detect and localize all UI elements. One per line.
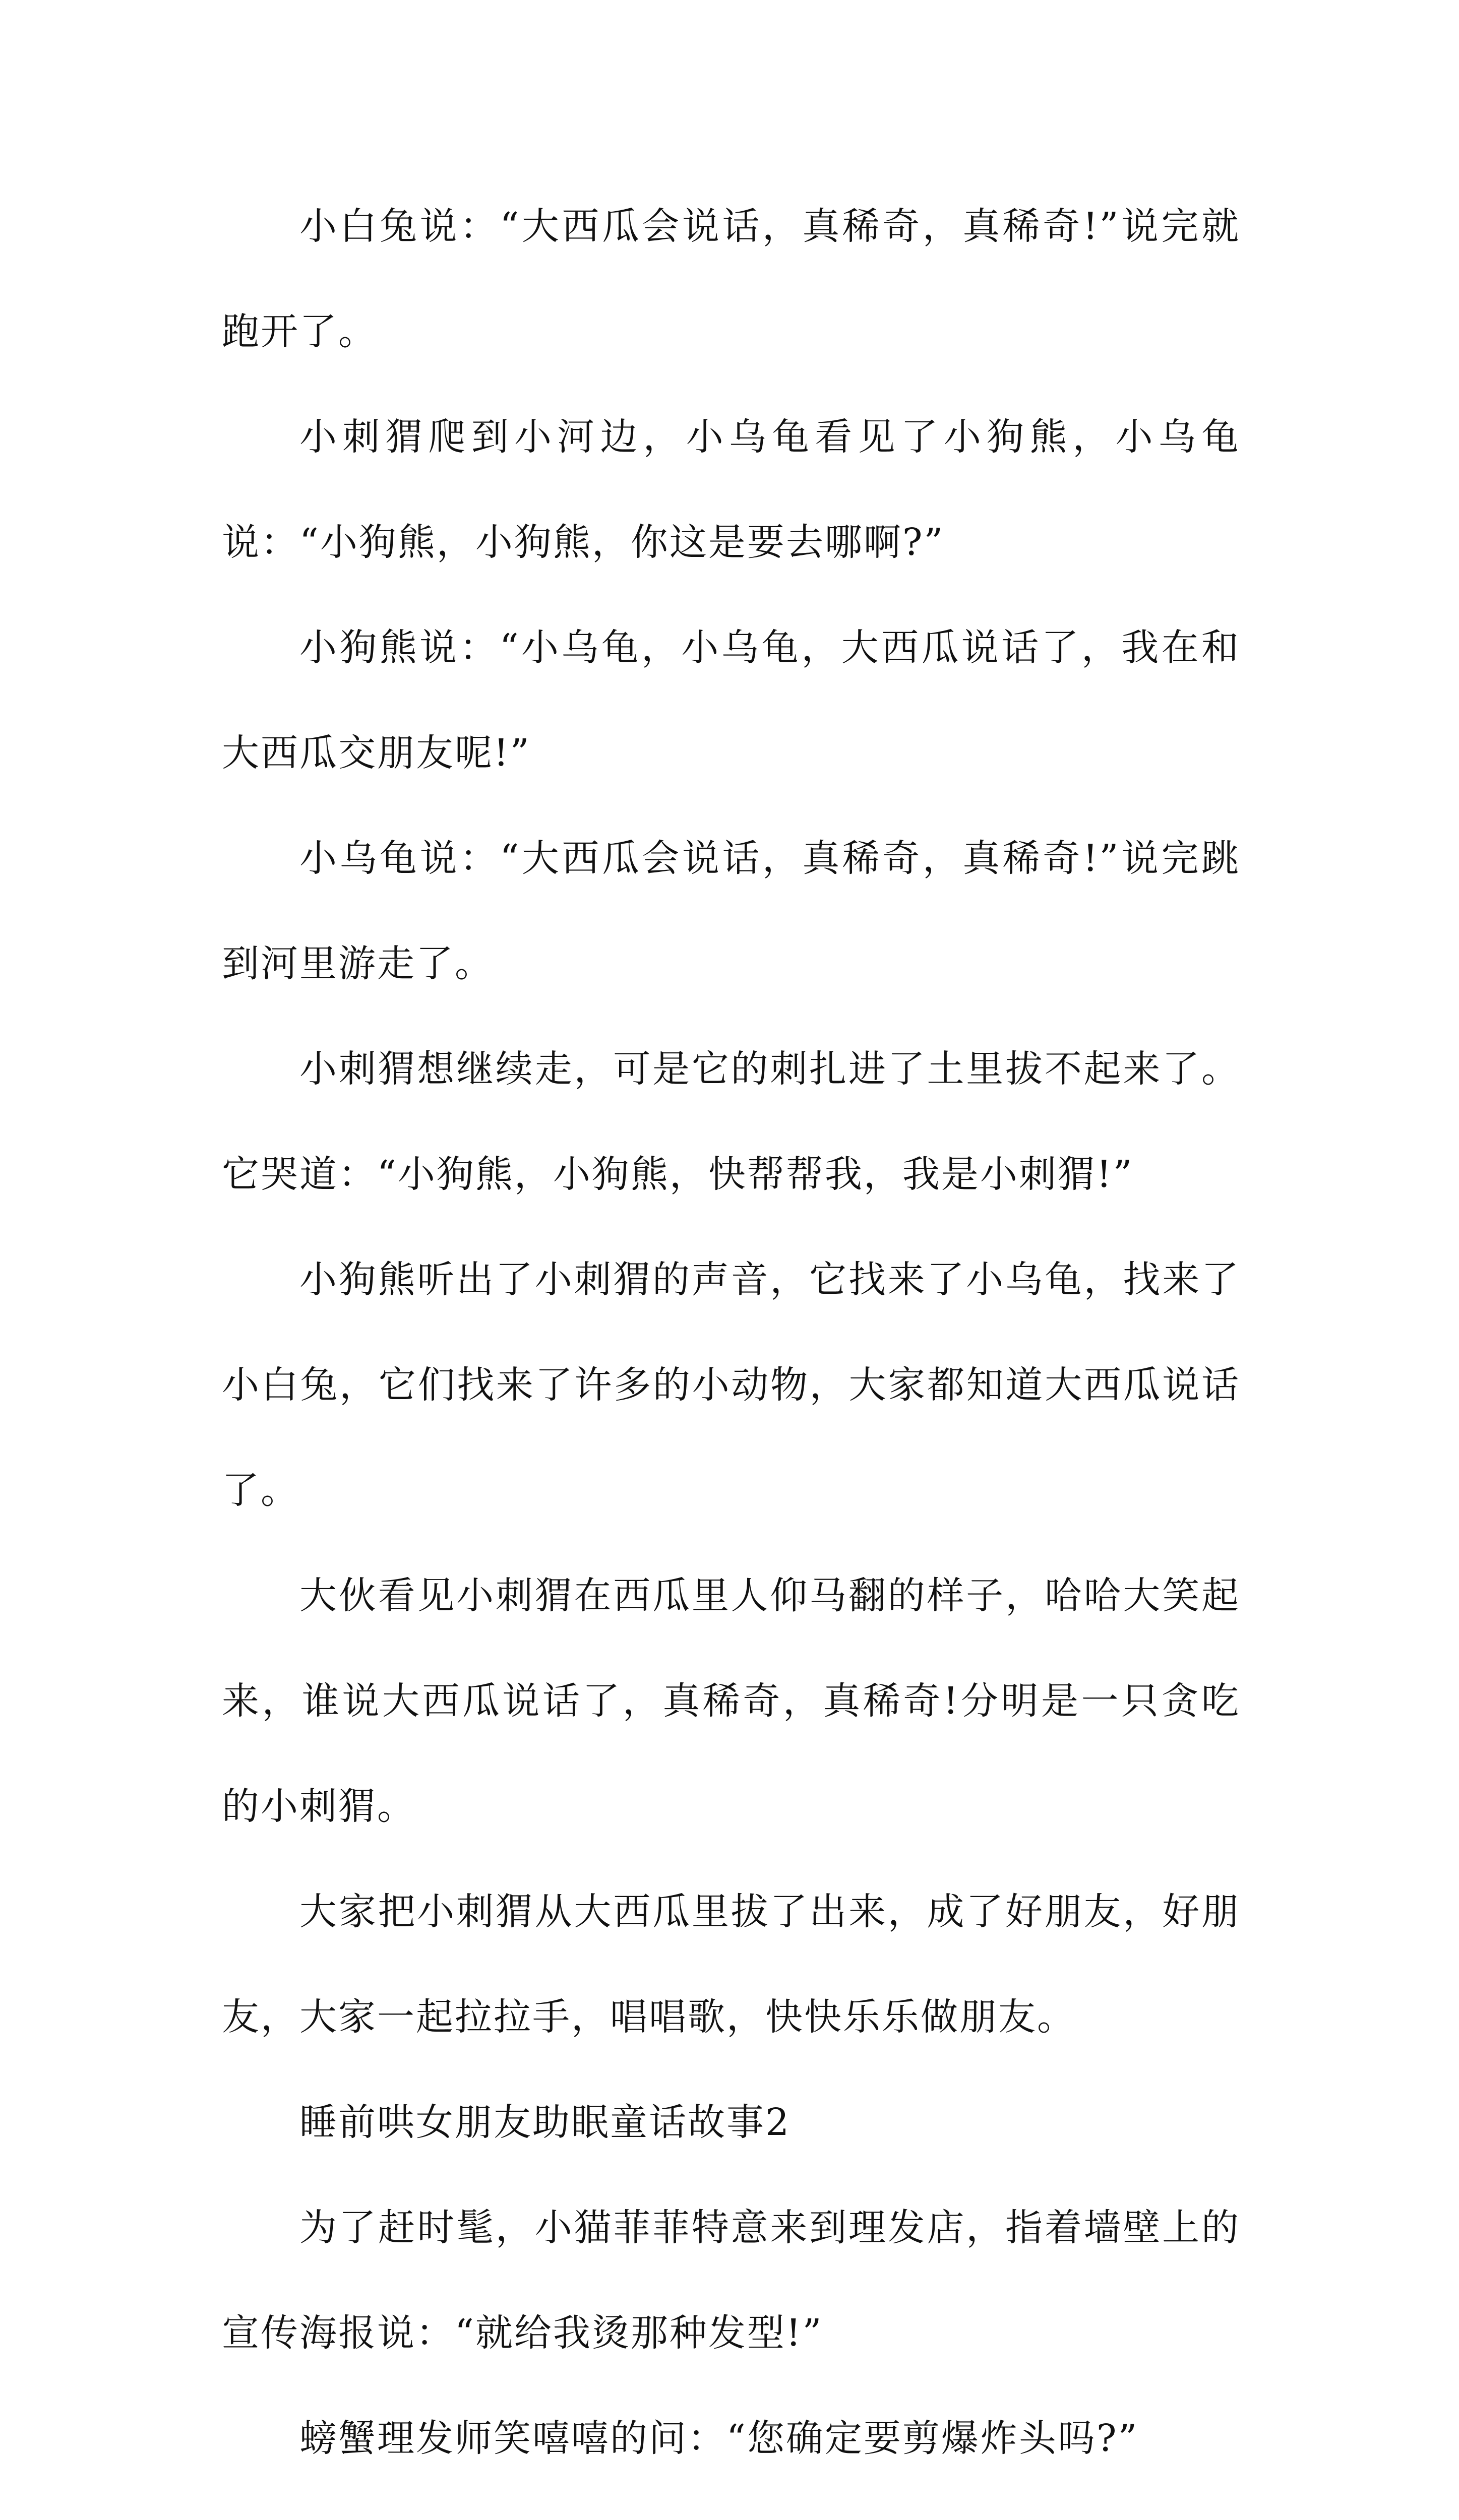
- paragraph: 小狗熊听出了小刺猬的声音，它找来了小乌龟，找来了小白兔，它们找来了许多的小动物，大家都知道大西瓜说话了。: [222, 1258, 1240, 1512]
- paragraph: 螃蟹理发师笑嘻嘻的问：“您确定要剪爆炸头吗?”: [299, 2417, 1139, 2460]
- paragraph: [222, 2491, 1240, 2520]
- story-text: [222, 174, 1240, 2520]
- paragraph: 小狗熊说：“小乌龟，小乌龟，大西瓜说话了，我在和大西瓜交朋友呢!”: [222, 626, 1240, 775]
- paragraph: 小白兔说：“大西瓜会说话，真稀奇，真稀奇!”说完就跑开了。: [222, 205, 1240, 353]
- story-title: 睡前哄女朋友助眠童话故事2: [299, 2101, 791, 2144]
- paragraph: 为了赶时髦，小猫菲菲特意来到理发店，指着墙壁上的宣传海报说：“就给我烫那种发型!”: [222, 2206, 1240, 2355]
- paragraph: 小刺猬想继续走，可是它的刺扎进了土里拔不起来了。它哭道：“小狗熊，小狗熊，快帮帮我，我是小刺猬!”: [222, 1047, 1240, 1196]
- paragraph: 小刺猬爬到小河边，小乌龟看见了小狗熊，小乌龟说：“小狗熊，小狗熊，你这是要去哪啊?”: [222, 415, 1240, 564]
- paragraph: 大伙看见小刺猬在西瓜里人仰马翻的样子，哈哈大笑起来，谁说大西瓜说话了，真稀奇，真稀奇!分明是一只贪吃的小刺猬。: [222, 1574, 1240, 1828]
- paragraph: 大家把小刺猬从大西瓜里拔了出来，成了好朋友，好朋友，大家一起拉拉手，唱唱歌，快快乐乐做朋友。: [222, 1890, 1240, 2039]
- paragraph: 小乌龟说：“大西瓜会说话，真稀奇，真稀奇!”说完跳到河里游走了。: [222, 837, 1240, 985]
